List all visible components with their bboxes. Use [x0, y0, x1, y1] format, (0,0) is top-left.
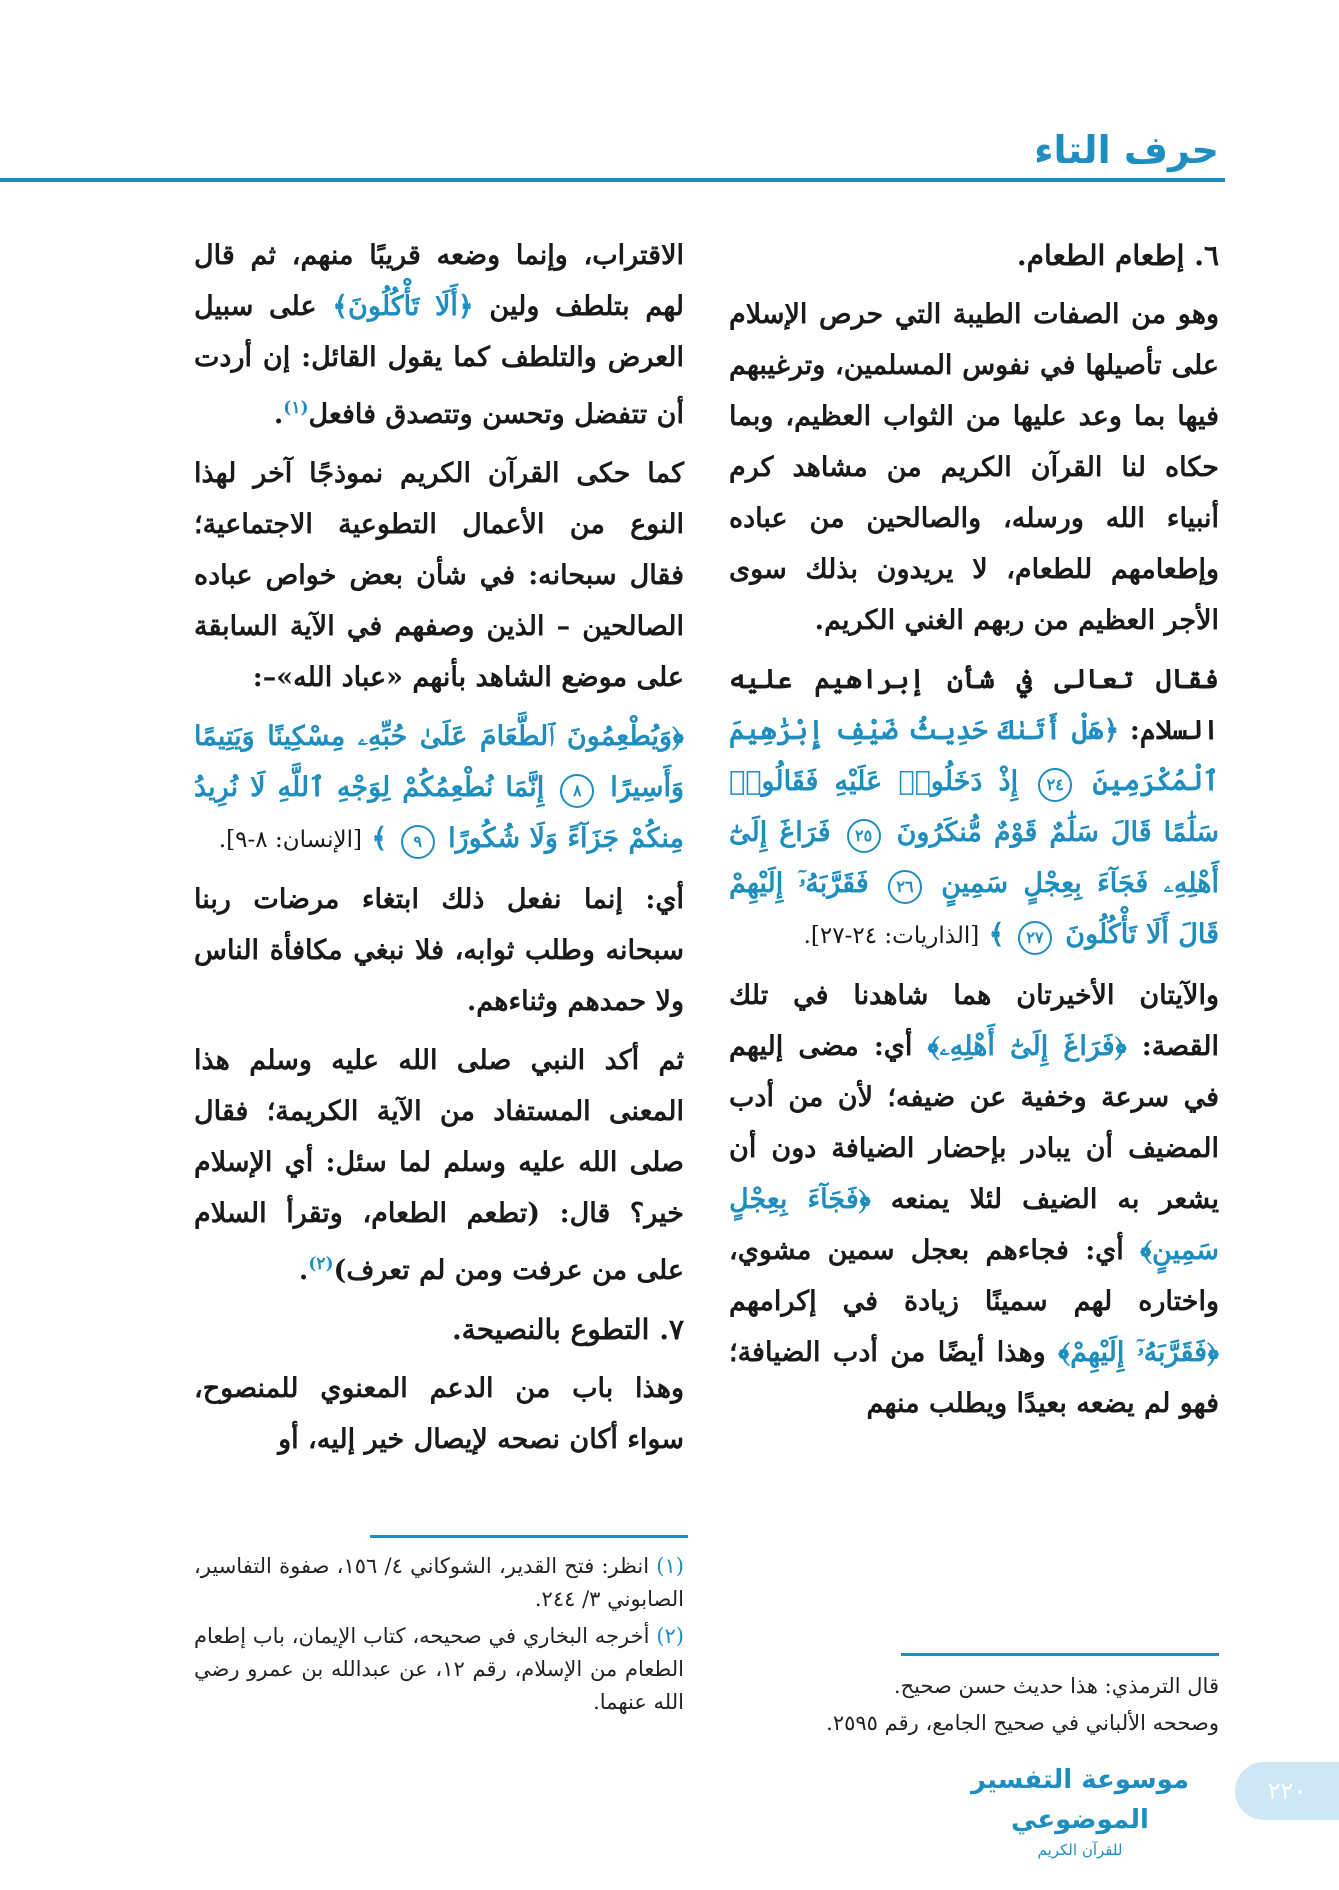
ayah-number: ٢٤ [1038, 768, 1072, 802]
text-run: ثم أكد النبي صلى الله عليه وسلم هذا المعنى المستفاد من الآية الكريمة؛ فقال صلى الله عليه وسلم لما سئل: أي الإسلام خير؟ قال: (تطعم الطعام، وتقرأ السلام على من عرفت ومن لم تعرف) [194, 1045, 684, 1286]
right-column [729, 230, 1219, 1437]
paragraph: كما حكى القرآن الكريم نموذجًا آخر لهذا النوع من الأعمال التطوعية الاجتماعية؛ فقال سبحانه: في شأن بعض خواص عباده الصالحين – الذين وصفهم في الآية السابقة على موضع الشاهد بأنهم «عباد الله»–: [194, 458, 684, 693]
text-run: الاقتراب، وإنما وضعه قريبًا منهم، ثم قال لهم بتلطف ولين [194, 240, 684, 322]
page-number: ٢٢٠ [1235, 1762, 1339, 1820]
verse-reference: [الإنسان: ٨-٩]. [218, 827, 363, 853]
footnote-1 [194, 1550, 684, 1616]
ayah-number: ٩ [401, 825, 435, 859]
paragraph: أي: إنما نفعل ذلك ابتغاء مرضات ربنا سبحانه وطلب ثوابه، فلا نبغي مكافأة الناس ولا حمدهم وثناءهم. [194, 884, 684, 1017]
footnote-text: أخرجه البخاري في صحيحه، كتاب الإيمان، باب إطعام الطعام من الإسلام، رقم ١٢، عن عبدالله بن عمرو رضي الله عنهما. [194, 1624, 684, 1714]
verse-reference: [الذاريات: ٢٤-٢٧]. [803, 923, 980, 949]
paragraph: وهو من الصفات الطيبة التي حرص الإسلام على تأصيلها في نفوس المسلمين، وترغيبهم فيها بما وعد عليها من الثواب العظيم، وبما حكاه لنا القرآن الكريم من مشاهد كرم أنبياء الله ورسله، والصالحين من عباده وإطعامهم للطعام، لا يريدون بذلك سوى الأجر العظيم من ربهم الغني الكريم. [729, 299, 1219, 636]
verse-close-bracket: ﴾ [371, 823, 388, 854]
footnote-divider [370, 1535, 688, 1538]
quran-quote: ﴿فَقَرَّبَهُۥٓ إِلَيْهِمْ﴾ [1058, 1337, 1219, 1368]
paragraph [729, 970, 1219, 1429]
footnote-number: (١) [656, 1554, 684, 1578]
encyclopedia-logo [945, 1760, 1215, 1859]
footnote-line: قال الترمذي: هذا حديث حسن صحيح. [893, 1674, 1219, 1698]
footnote-continuation [729, 1670, 1219, 1744]
footnote-divider [901, 1653, 1219, 1656]
text-run: أي: فجاءهم بعجل سمين مشوي، واختاره لهم سمينًا زيادة في إكرامهم [729, 1235, 1219, 1317]
paragraph: الاقتراب، وإنما وضعه قريبًا منهم، ثم قال لهم بتلطف ولين ﴿أَلَا تَأْكُلُونَ﴾ على سبيل العرض والتلطف كما يقول القائل: إن أردت أن تتفضل وتحسن وتتصدق فافعل$^{(١)}$. [194, 240, 684, 430]
quran-quote: ﴿فَرَاغَ إِلَىٰٓ أَهْلِهِۦ﴾ [927, 1031, 1127, 1062]
section-heading-6: ٦. إطعام الطعام. [1016, 239, 1219, 272]
paragraph: وهذا باب من الدعم المعنوي للمنصوح، سواء أكان نصحه لإيصال خير إليه، أو [194, 1373, 684, 1455]
quran-verse: إِنَّمَا نُطْعِمُكُمْ لِوَجْهِ ٱللَّهِ لَا نُرِيدُ مِنكُمْ جَزَآءً وَلَا شُكُورًا [194, 772, 684, 854]
footnote-text: انظر: فتح القدير، الشوكاني ٤/ ١٥٦، صفوة التفاسير، الصابوني ٣/ ٢٤٤. [194, 1554, 684, 1611]
footnote-ref-1[interactable]: (١) [283, 398, 309, 418]
section-heading-7: ٧. التطوع بالنصيحة. [451, 1313, 684, 1346]
paragraph: ثم أكد النبي صلى الله عليه وسلم هذا المعنى المستفاد من الآية الكريمة؛ فقال صلى الله عليه وسلم لما سئل: أي الإسلام خير؟ قال: (تطعم الطعام، وتقرأ السلام على من عرفت ومن لم تعرف)$^{(٢)}$. [194, 1045, 684, 1286]
quran-verse: فَقَرَّبَهُۥٓ إِلَيْهِمْ قَالَ أَلَا تَأْكُلُونَ [729, 868, 1219, 950]
footnotes [194, 1550, 684, 1723]
quran-verse: فَرَاغَ إِلَىٰٓ أَهْلِهِۦ فَجَآءَ بِعِجْلٍ سَمِينٍ [729, 817, 1219, 899]
footnote-2 [194, 1620, 684, 1719]
logo-title: موسوعة التفسير الموضوعي [970, 1765, 1190, 1835]
ayah-number: ٨ [560, 774, 594, 808]
logo-subtitle: للقرآن الكريم [1037, 1841, 1123, 1859]
text-run: على سبيل العرض والتلطف كما يقول القائل: إن أردت أن تتفضل وتحسن وتتصدق فافعل [194, 291, 684, 430]
quran-verse: ﴿وَيُطْعِمُونَ ٱلطَّعَامَ عَلَىٰ حُبِّهِۦ مِسْكِينًا وَيَتِيمًا وَأَسِيرًا [194, 721, 684, 803]
quran-quote: ﴿فَجَآءَ بِعِجْلٍ سَمِينٍ﴾ [729, 1184, 1219, 1266]
quran-block [729, 654, 1219, 962]
ayah-number: ٢٧ [1018, 921, 1052, 955]
ayah-number: ٢٥ [847, 819, 881, 853]
quran-verse: ﴿هَلْ أَتَىٰكَ حَدِيثُ ضَيْفِ إِبْرَٰهِيمَ ٱلْمُكْرَمِينَ [729, 715, 1219, 797]
header-divider [0, 178, 1225, 182]
footnote-number: (٢) [656, 1624, 684, 1648]
chapter-title: حرف التاء [1034, 128, 1219, 172]
quran-verse: إِذْ دَخَلُوا۟ عَلَيْهِ فَقَالُوا۟ سَلَٰمًا قَالَ سَلَٰمٌ قَوْمٌ مُّنكَرُونَ [729, 766, 1220, 848]
left-column [194, 230, 684, 1473]
text-run: والآيتان الأخيرتان هما شاهدنا في تلك القصة: [729, 980, 1219, 1062]
quran-block [194, 711, 684, 866]
text-run: وهذا أيضًا من أدب الضيافة؛ فهو لم يضعه بعيدًا ويطلب منهم [729, 1337, 1219, 1419]
verse-close-bracket: ﴾ [988, 919, 1005, 950]
paragraph-intro: فقال تعالى في شأن إبراهيم عليه السلام: [729, 664, 1219, 746]
footnote-ref-2[interactable]: (٢) [308, 1254, 334, 1274]
ayah-number: ٢٦ [888, 870, 922, 904]
quran-quote: ﴿أَلَا تَأْكُلُونَ﴾ [332, 291, 474, 322]
text-run: أي: مضى إليهم في سرعة وخفية عن ضيفه؛ لأن من أدب المضيف أن يبادر بإحضار الضيافة دون أن يشعر به الضيف لئلا يمنعه [729, 1031, 1219, 1215]
footnote-line: وصححه الألباني في صحيح الجامع، رقم ٢٥٩٥. [826, 1711, 1219, 1735]
